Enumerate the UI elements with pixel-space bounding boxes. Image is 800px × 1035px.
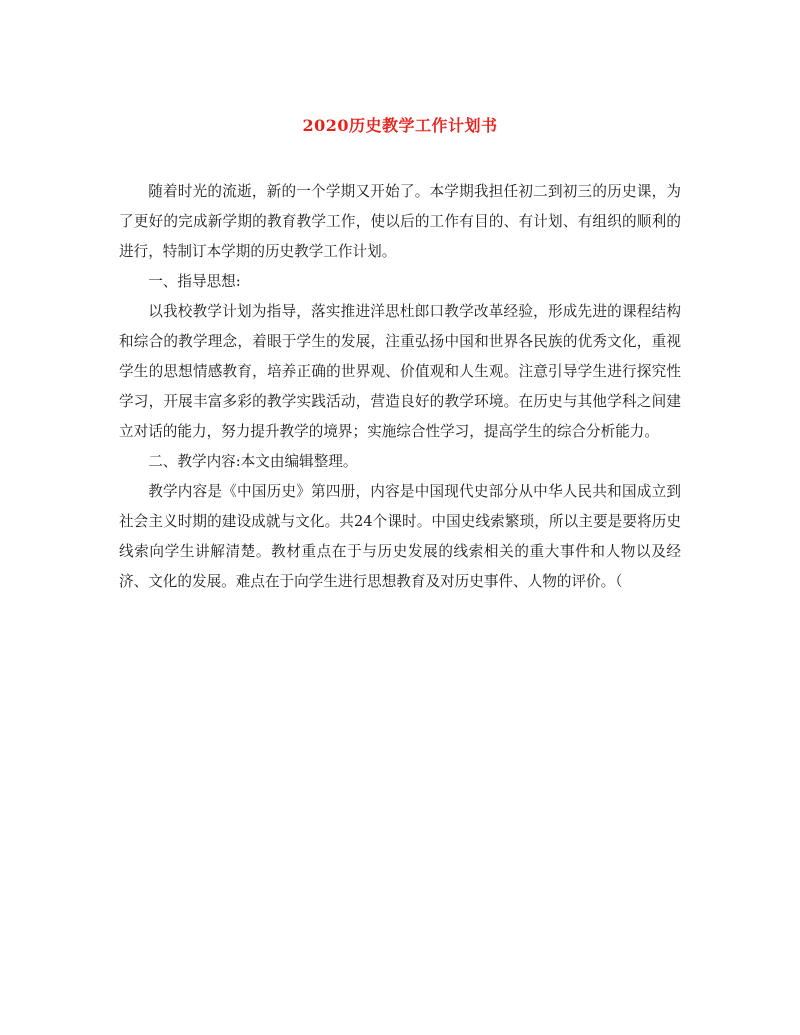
guiding-ideology-paragraph: 以我校教学计划为指导，落实推进洋思杜郎口教学改革经验，形成先进的课程结构和综合的教学理念，着眼于学生的发展，注重弘扬中国和世界各民族的优秀文化，重视学生的思想情感教育，培养正确的世界观、价值观和人生观。注意引导学生进行探究性学习，开展丰富多彩的教学实践活动，营造良好的教学环境。在历史与其他学科之间建立对话的能力，努力提升教学的境界；实施综合性学习，提高学生的综合分析能力。 [119,303,681,440]
document-title: 2020历史教学工作计划书 [302,116,498,135]
teaching-content-paragraph: 教学内容是《中国历史》第四册，内容是中国现代史部分从中华人民共和国成立到社会主义时期的建设成就与文化。共24个课时。中国史线索繁琐，所以主要是要将历史线索向学生讲解清楚。教材重点在于与历史发展的线索相关的重大事件和人物以及经济、文化的发展。难点在于向学生进行思想教育及对历史事件、人物的评价。（ [119,483,681,590]
document-body [119,177,681,597]
section-heading-teaching-content: 二、教学内容:本文由编辑整理。 [148,453,358,470]
intro-paragraph: 随着时光的流逝，新的一个学期又开始了。本学期我担任初二到初三的历史课，为了更好的完成新学期的教育教学工作，使以后的工作有目的、有计划、有组织的顺利的进行，特制订本学期的历史教学工作计划。 [119,183,681,260]
section-heading-guiding-ideology: 一、指导思想: [148,273,241,290]
